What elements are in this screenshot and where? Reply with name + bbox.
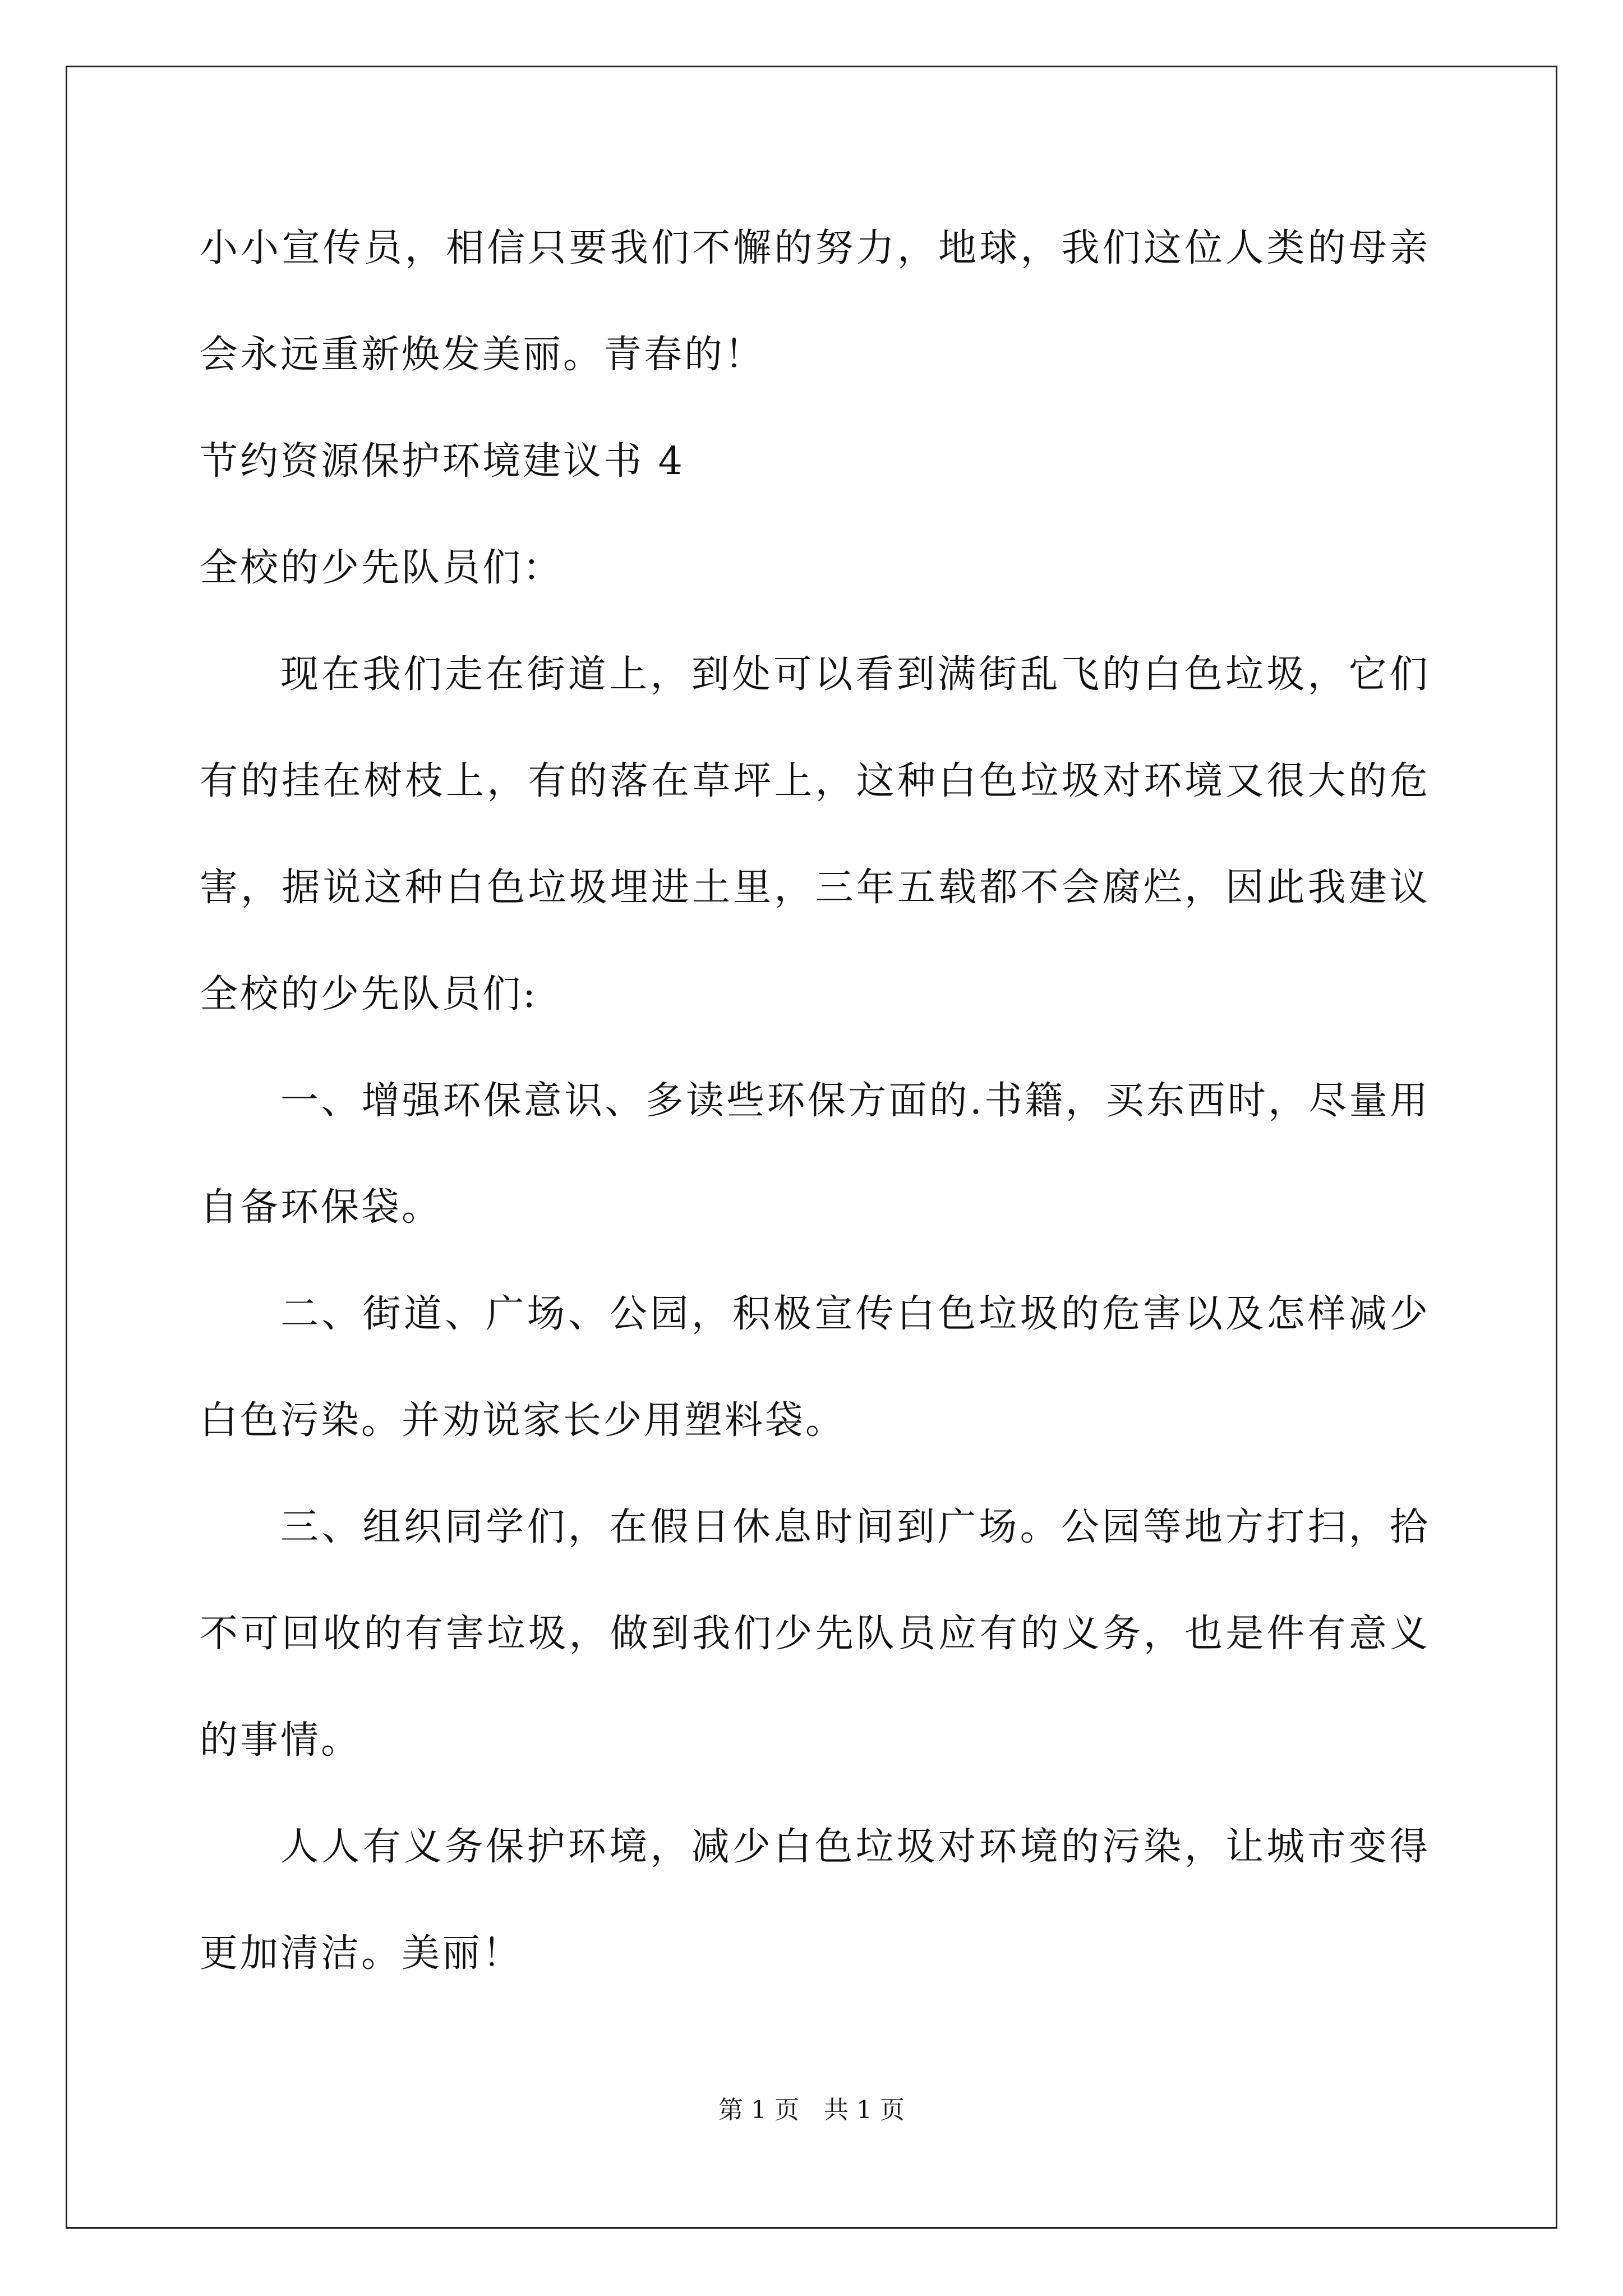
- paragraph-line: 白色污染。并劝说家长少用塑料袋。: [200, 1398, 846, 1443]
- list-item-2: 二、街道、广场、公园，积极宣传白色垃圾的危害以及怎样减少: [280, 1292, 1428, 1336]
- page-border: [66, 66, 1557, 2229]
- list-item-1: 一、增强环保意识、多读些环保方面的.书籍，买东西时，尽量用: [280, 1079, 1428, 1123]
- paragraph-line: 害，据说这种白色垃圾埋进土里，三年五载都不会腐烂，因此我建议: [200, 866, 1428, 910]
- paragraph-line: 不可回收的有害垃圾，做到我们少先队员应有的义务，也是件有意义: [200, 1612, 1428, 1656]
- page-number-footer: 第 1 页 共 1 页: [718, 2096, 905, 2124]
- salutation: 全校的少先队员们：: [200, 546, 564, 590]
- paragraph-line: 有的挂在树枝上，有的落在草坪上，这种白色垃圾对环境又很大的危: [200, 759, 1428, 803]
- paragraph-line: 自备环保袋。: [200, 1185, 442, 1230]
- list-item-3: 三、组织同学们，在假日休息时间到广场。公园等地方打扫，拾: [280, 1505, 1428, 1549]
- paragraph-line: 小小宣传员，相信只要我们不懈的努力，地球，我们这位人类的母亲: [200, 226, 1428, 270]
- section-heading: 节约资源保护环境建议书 4: [200, 439, 685, 484]
- paragraph-line: 全校的少先队员们:: [200, 972, 538, 1016]
- paragraph-line: 的事情。: [200, 1718, 362, 1763]
- paragraph-line: 现在我们走在街道上，到处可以看到满街乱飞的白色垃圾，它们: [280, 652, 1428, 697]
- paragraph-line: 会永远重新焕发美丽。青春的！: [200, 333, 766, 377]
- paragraph-line: 更加清洁。美丽！: [200, 1931, 523, 1976]
- closing-paragraph: 人人有义务保护环境，减少白色垃圾对环境的污染，让城市变得: [280, 1825, 1428, 1869]
